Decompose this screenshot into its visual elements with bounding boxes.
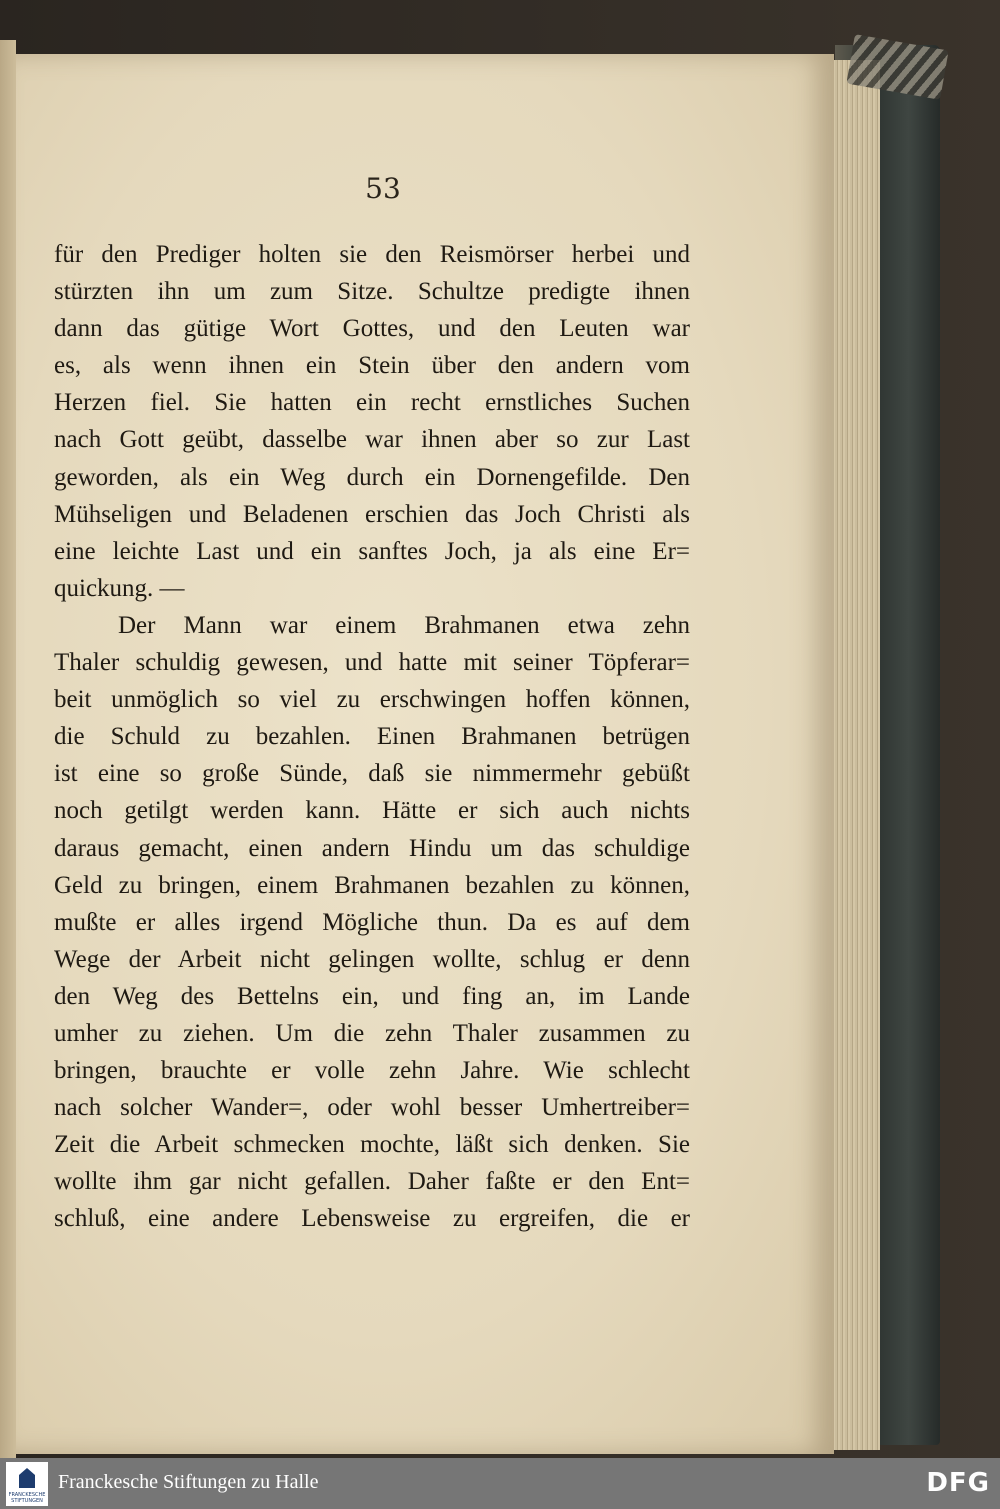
text-line: geworden, als ein Weg durch ein Dornengefilde. Den: [54, 463, 690, 491]
text-line: Herzen fiel. Sie hatten ein recht ernstliches Suchen: [54, 389, 690, 417]
institution-link[interactable]: Franckesche Stiftungen zu Halle: [58, 1471, 319, 1493]
building-icon: [19, 1468, 35, 1488]
text-line: für den Prediger holten sie den Reismörser herbei und: [54, 241, 690, 268]
text-line: wollte ihm gar nicht gefallen. Daher faßte er den Ent=: [54, 1168, 690, 1196]
text-line: Zeit die Arbeit schmecken mochte, läßt sich denken. Sie: [54, 1131, 690, 1159]
text-line: beit unmöglich so viel zu erschwingen hoffen können,: [54, 686, 690, 714]
text-line: quickung. —: [54, 574, 185, 602]
text-line: Der Mann war einem Brahmanen etwa zehn: [118, 611, 690, 639]
text-line: den Weg des Bettelns ein, und fing an, im Lande: [54, 982, 690, 1010]
footer-bar: [0, 1458, 1000, 1509]
text-line: schluß, eine andere Lebensweise zu ergreifen, die er: [54, 1205, 690, 1233]
page-text: [54, 236, 690, 1238]
text-line: nach solcher Wander=, oder wohl besser Umhertreiber=: [54, 1094, 690, 1122]
text-line: nach Gott geübt, dasselbe war ihnen aber so zur Last: [54, 426, 690, 454]
text-line: Thaler schuldig gewesen, und hatte mit seiner Töpferar=: [54, 649, 690, 677]
institution-logo[interactable]: [6, 1462, 48, 1506]
text-line: Geld zu bringen, einem Brahmanen bezahlen zu können,: [54, 871, 690, 899]
page-block-edge: [830, 60, 880, 1450]
text-line: ist eine so große Sünde, daß sie nimmermehr gebüßt: [54, 760, 690, 788]
text-line: Mühseligen und Beladenen erschien das Joch Christi als: [54, 500, 690, 528]
previous-page-edge: [0, 40, 16, 1458]
text-line: Wege der Arbeit nicht gelingen wollte, schlug er denn: [54, 945, 690, 973]
text-line: mußte er alles irgend Mögliche thun. Da es auf dem: [54, 908, 690, 936]
text-line: noch getilgt werden kann. Hätte er sich auch nichts: [54, 797, 690, 825]
text-line: bringen, brauchte er volle zehn Jahre. Wie schlecht: [54, 1057, 690, 1085]
page-number: 53: [365, 172, 401, 205]
text-line: umher zu ziehen. Um die zehn Thaler zusammen zu: [54, 1019, 690, 1047]
text-line: dann das gütige Wort Gottes, und den Leuten war: [54, 315, 690, 343]
dfg-logo[interactable]: DFG: [926, 1468, 990, 1498]
text-line: es, als wenn ihnen ein Stein über den andern vom: [54, 352, 690, 380]
text-line: die Schuld zu bezahlen. Einen Brahmanen betrügen: [54, 723, 690, 751]
logo-caption: FRANCKESCHE STIFTUNGEN: [8, 1492, 46, 1504]
text-line: stürzten ihn um zum Sitze. Schultze predigte ihnen: [54, 278, 690, 306]
text-line: eine leichte Last und ein sanftes Joch, ja als eine Er=: [54, 537, 690, 565]
text-line: daraus gemacht, einen andern Hindu um das schuldige: [54, 834, 690, 862]
